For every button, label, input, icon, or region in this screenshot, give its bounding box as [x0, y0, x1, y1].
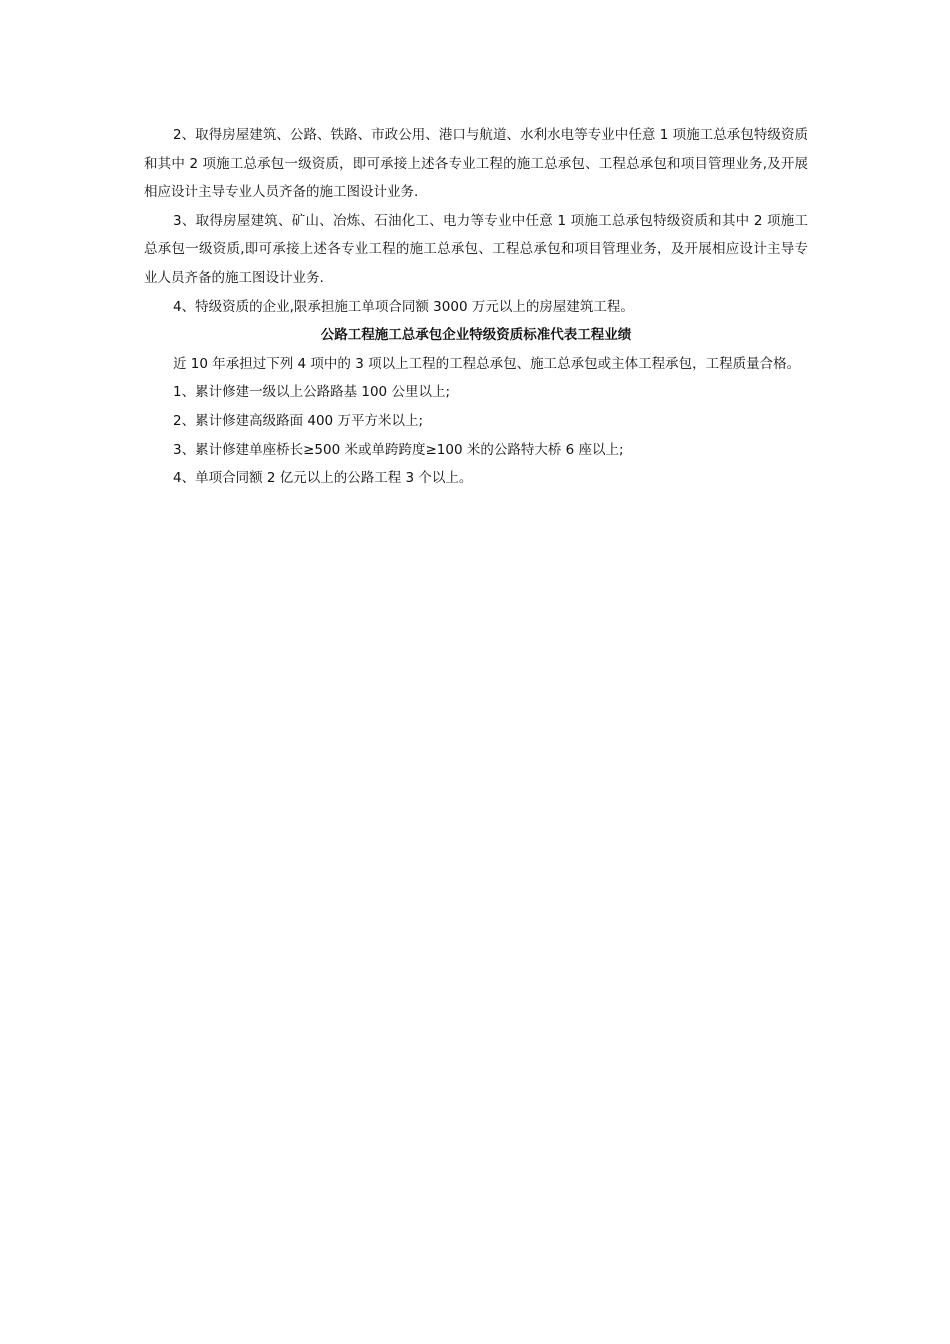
- section-title: 公路工程施工总承包企业特级资质标准代表工程业绩: [320, 327, 632, 344]
- paragraph-item-4: 4、特级资质的企业,限承担施工单项合同额 3000 万元以上的房屋建筑工程。: [173, 298, 634, 315]
- list-item-2: 2、累计修建高级路面 400 万平方米以上;: [173, 412, 423, 429]
- paragraph-item-3: 3、取得房屋建筑、矿山、冶炼、石油化工、电力等专业中任意 1 项施工总承包特级资质和其中 2 项施工总承包一级资质,即可承接上述各专业工程的施工总承包、工程总承包和项目管理业务，及开展相应设计主导专业人员齐备的施工图设计业务.: [144, 212, 808, 286]
- paragraph-item-2: 2、取得房屋建筑、公路、铁路、市政公用、港口与航道、水利水电等专业中任意 1 项施工总承包特级资质和其中 2 项施工总承包一级资质，即可承接上述各专业工程的施工总承包、工程总承包和项目管理业务,及开展相应设计主导专业人员齐备的施工图设计业务.: [144, 127, 808, 201]
- list-item-4: 4、单项合同额 2 亿元以上的公路工程 3 个以上。: [173, 470, 473, 487]
- list-item-3: 3、累计修建单座桥长≥500 米或单跨跨度≥100 米的公路特大桥 6 座以上;: [173, 441, 624, 458]
- document-body: [144, 121, 808, 493]
- section-intro: 近 10 年承担过下列 4 项中的 3 项以上工程的工程总承包、施工总承包或主体工程承包，工程质量合格。: [173, 355, 801, 372]
- list-item-1: 1、累计修建一级以上公路路基 100 公里以上;: [173, 384, 450, 401]
